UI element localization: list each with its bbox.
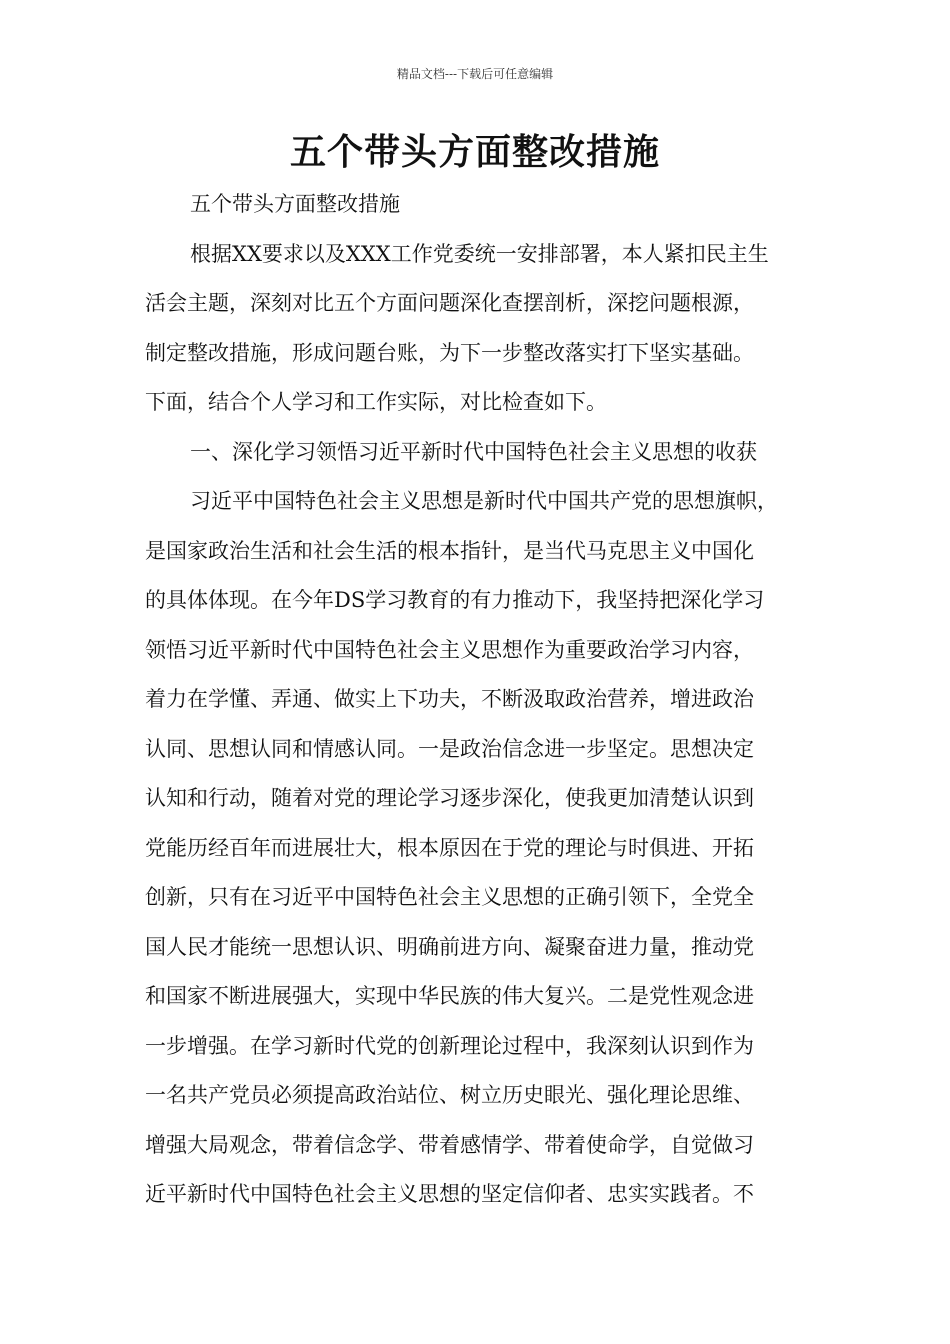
- header-note: 精品文档---下载后可任意编辑: [396, 67, 554, 81]
- body-line: 五个带头方面整改措施: [190, 192, 400, 216]
- body-line: 习近平中国特色社会主义思想是新时代中国共产党的思想旗帜，: [190, 489, 778, 513]
- body-line: 增强大局观念，带着信念学、带着感情学、带着使命学，自觉做习: [145, 1132, 754, 1157]
- document-body: [145, 180, 809, 1220]
- body-line: 制定整改措施，形成问题台账，为下一步整改落实打下坚实基础。: [145, 340, 754, 365]
- body-line: 领悟习近平新时代中国特色社会主义思想作为重要政治学习内容，: [145, 637, 754, 662]
- body-line: 是国家政治生活和社会生活的根本指针，是当代马克思主义中国化: [145, 538, 754, 563]
- body-line: 一步增强。在学习新时代党的创新理论过程中，我深刻认识到作为: [145, 1033, 754, 1058]
- body-line: 根据XX要求以及XXX工作党委统一安排部署，本人紧扣民主生: [190, 241, 769, 266]
- body-line: 认同、思想认同和情感认同。一是政治信念进一步坚定。思想决定: [145, 736, 754, 761]
- body-line: 认知和行动，随着对党的理论学习逐步深化，使我更加清楚认识到: [145, 786, 754, 810]
- body-line: 一名共产党员必须提高政治站位、树立历史眼光、强化理论思维、: [145, 1083, 754, 1107]
- body-line: 创新，只有在习近平中国特色社会主义思想的正确引领下，全党全: [145, 885, 754, 909]
- document-title: 五个带头方面整改措施: [289, 132, 660, 173]
- body-line: 下面，结合个人学习和工作实际，对比检查如下。: [145, 390, 607, 414]
- body-line: 和国家不断进展强大，实现中华民族的伟大复兴。二是党性观念进: [145, 984, 754, 1008]
- body-line: 党能历经百年而进展壮大，根本原因在于党的理论与时俱进、开拓: [145, 835, 754, 860]
- body-line: 的具体体现。在今年DS学习教育的有力推动下，我坚持把深化学习: [145, 588, 765, 612]
- body-line: 着力在学懂、弄通、做实上下功夫，不断汲取政治营养，增进政治: [145, 687, 754, 711]
- body-line: 活会主题，深刻对比五个方面问题深化查摆剖析，深挖问题根源，: [145, 291, 754, 315]
- body-line: 国人民才能统一思想认识、明确前进方向、凝聚奋进力量，推动党: [145, 934, 754, 959]
- body-line: 一、深化学习领悟习近平新时代中国特色社会主义思想的收获: [190, 439, 757, 464]
- body-line: 近平新时代中国特色社会主义思想的坚定信仰者、忠实实践者。不: [145, 1182, 754, 1206]
